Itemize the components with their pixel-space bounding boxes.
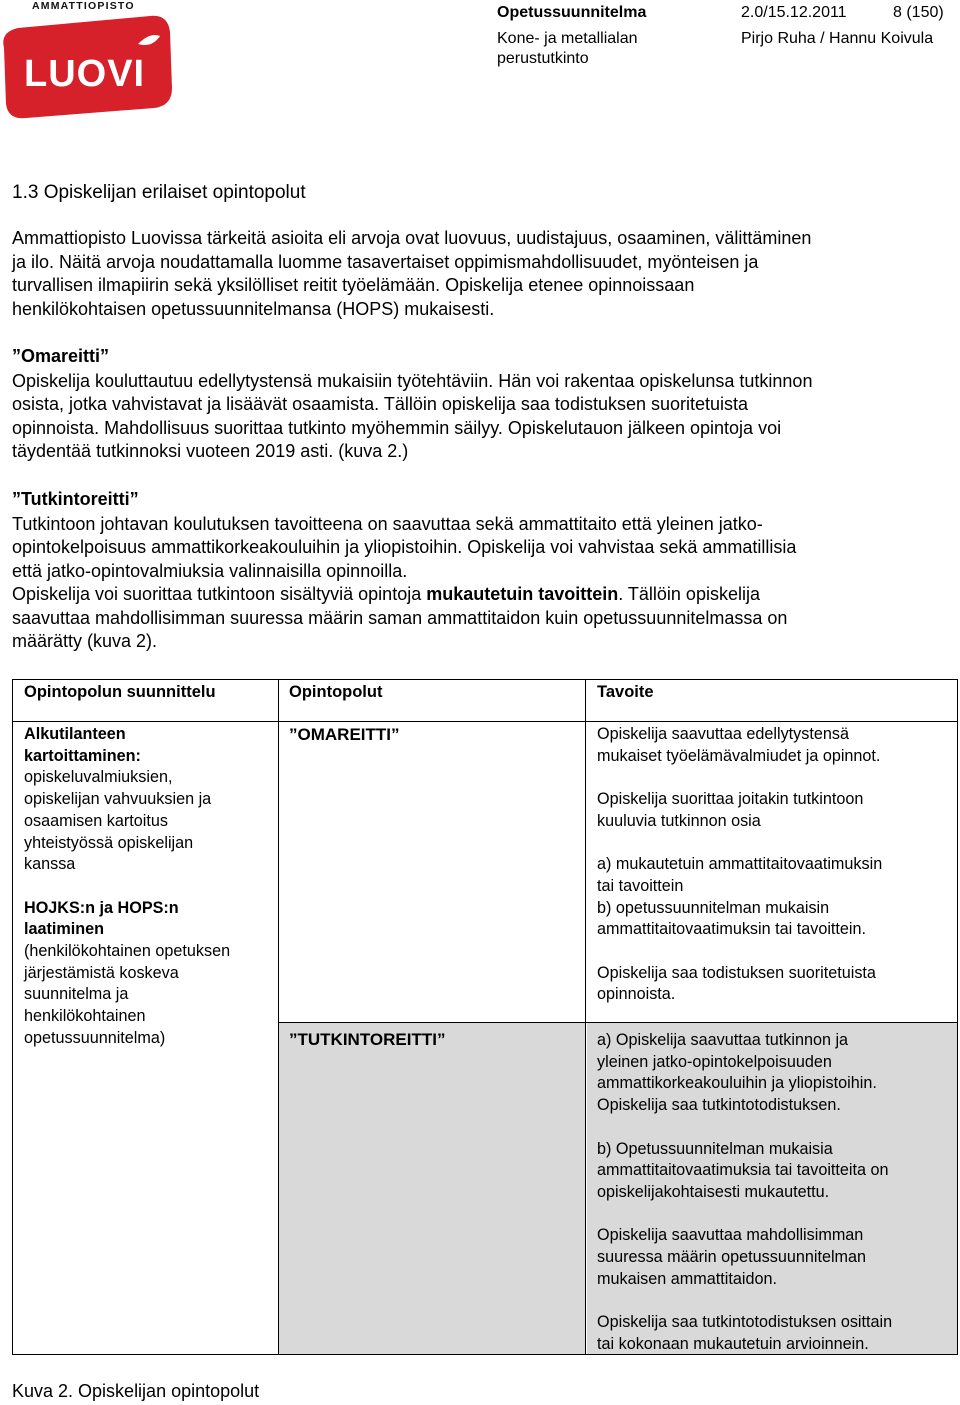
tutkintoreitti-heading: ”Tutkintoreitti” (12, 489, 139, 509)
goal-line: yleinen jatko-opintokelpoisuuden (597, 1052, 832, 1071)
tutkintoreitti-line: että jatko-opintovalmiuksia valinnaisilla opinnoilla. (12, 560, 408, 581)
omareitti-section (12, 345, 812, 464)
intro-line: henkilökohtaisen opetussuunnitelmansa (HOPS) mukaisesti. (12, 298, 495, 319)
intro-line: ja ilo. Näitä arvoja noudattamalla luomme tasavertaiset oppimismahdollisuudet, myönteisen ja (12, 251, 759, 272)
planning-bold: laatiminen (24, 920, 105, 939)
goal-line: Opiskelija saa tutkintotodistuksen. (597, 1096, 841, 1115)
opintopolut-table (12, 679, 958, 1355)
omareitti-line: osista, jotka vahvistavat ja lisäävät osaamista. Tällöin opiskelija saa todistuksen suoritetuista (12, 394, 749, 414)
intro-paragraph (12, 227, 811, 321)
luovi-logo-icon (0, 14, 172, 120)
doc-version: 2.0/15.12.2011 (741, 4, 847, 21)
col-divider-1 (278, 680, 279, 1354)
planning-bold: HOJKS:n ja HOPS:n (24, 898, 179, 917)
tutkintoreitti-shade-mid (278, 1022, 585, 1354)
tutkintoreitti-line: saavuttaa mahdollisimman suuressa määrin saman ammattitaidon kuin opetussuunnitelmassa on (12, 607, 788, 628)
intro-line: turvallisen ilmapiirin sekä yksilölliset reitit työelämään. Opiskelija etenee opinnoissaan (12, 275, 695, 295)
goal-line: ammattitaitovaatimuksin tai tavoittein. (597, 920, 867, 939)
figure-caption: Kuva 2. Opiskelijan opintopolut (12, 1381, 260, 1401)
omareitti-heading: ”Omareitti” (12, 346, 110, 366)
goal-line: tai kokonaan mukautetuin arvioinnein. (597, 1334, 869, 1353)
doc-authors: Pirjo Ruha / Hannu Koivula (741, 30, 934, 47)
doc-subtitle-2: perustutkinto (497, 50, 589, 67)
goal-line: suuressa määrin opetussuunnitelman (597, 1248, 867, 1266)
goal-line: opinnoista. (597, 985, 676, 1004)
planning-bold: Alkutilanteen (24, 725, 126, 743)
tutkintoreitti-section (12, 488, 796, 654)
row-divider (278, 1022, 957, 1023)
tutkintoreitti-path-label: ”TUTKINTOREITTI” (289, 1030, 446, 1049)
col-header-goal: Tavoite (597, 683, 654, 701)
planning-text: suunnitelma ja (24, 985, 129, 1004)
doc-title: Opetussuunnitelma (497, 4, 647, 21)
goal-line: Opiskelija saa todistuksen suoritetuista (597, 963, 876, 982)
planning-text: henkilökohtainen (24, 1007, 146, 1026)
line-suffix: . Tällöin opiskelija (618, 584, 760, 604)
line-prefix: Opiskelija voi suorittaa tutkintoon sisältyviä opintoja (12, 584, 427, 604)
luovi-logo (0, 14, 172, 120)
goal-line: Opiskelija saa tutkintotodistuksen osittain (597, 1313, 893, 1332)
line-bold: mukautetuin tavoittein (426, 584, 619, 604)
intro-line: Ammattiopisto Luovissa tärkeitä asioita eli arvoja ovat luovuus, uudistajuus, osaaminen, välittäminen (12, 228, 812, 248)
goal-line: Opiskelija suorittaa joitakin tutkintoon (597, 790, 864, 809)
omareitti-line: Opiskelija kouluttautuu edellytystensä mukaisiin työtehtäviin. Hän voi rakentaa opiskelunsa tutkinnon (12, 370, 813, 391)
goal-line: a) Opiskelija saavuttaa tutkinnon ja (597, 1031, 849, 1049)
planning-text: kanssa (24, 855, 76, 874)
omareitti-path-label: ”OMAREITTI” (289, 725, 400, 744)
header-divider (13, 721, 957, 722)
tutkintoreitti-line: määrätty (kuva 2). (12, 631, 158, 651)
planning-text: järjestämistä koskeva (24, 963, 179, 982)
planning-text: yhteistyössä opiskelijan (24, 833, 194, 852)
section-heading: 1.3 Opiskelijan erilaiset opintopolut (12, 182, 306, 203)
planning-text: opiskeluvalmiuksien, (24, 768, 173, 787)
goal-line: kuuluvia tutkinnon osia (597, 811, 761, 830)
goal-line: ammattikorkeakouluihin ja yliopistoihin. (597, 1074, 877, 1093)
doc-subtitle-1: Kone- ja metallialan (497, 30, 638, 47)
goal-line: b) opetussuunnitelman mukaisin (597, 898, 830, 917)
page-number: 8 (150) (893, 4, 944, 21)
goal-line: b) Opetussuunnitelman mukaisia (597, 1139, 833, 1158)
goal-line: opiskelijakohtaisesti mukautettu. (597, 1182, 830, 1201)
logo-text: LUOVI (24, 53, 146, 95)
col-header-planning: Opintopolun suunnittelu (24, 683, 216, 701)
omareitti-line: täydentää tutkinnoksi vuoteen 2019 asti. (kuva 2.) (12, 441, 409, 461)
omareitti-line: opinnoista. Mahdollisuus suorittaa tutkinto myöhemmin säilyy. Opiskelutauon jälkeen opintoja voi (12, 417, 782, 438)
planning-bold: kartoittaminen: (24, 746, 141, 765)
goal-line: tai tavoittein (597, 876, 684, 895)
goal-line: mukaiset työelämävalmiudet ja opinnot. (597, 746, 881, 765)
tutkintoreitti-line: Tutkintoon johtavan koulutuksen tavoitteena on saavuttaa sekä ammattitaito että yleinen jatko- (12, 513, 763, 534)
col-divider-2 (585, 680, 586, 1354)
goal-line: a) mukautetuin ammattitaitovaatimuksin (597, 855, 883, 874)
planning-text: opiskelijan vahvuuksien ja (24, 790, 212, 809)
planning-text: opetussuunnitelma) (24, 1028, 166, 1047)
tutkintoreitti-line (12, 583, 796, 607)
goal-line: Opiskelija saavuttaa edellytystensä (597, 725, 849, 743)
col-header-paths: Opintopolut (289, 683, 383, 701)
planning-text: osaamisen kartoitus (24, 811, 168, 830)
logo-org-label: AMMATTIOPISTO (32, 0, 135, 12)
tutkintoreitti-line: opintokelpoisuus ammattikorkeakouluihin ja yliopistoihin. Opiskelija voi vahvistaa sekä ammatillisia (12, 537, 797, 557)
planning-cell (24, 724, 230, 1050)
goal-line: ammattitaitovaatimuksia tai tavoitteita on (597, 1161, 889, 1180)
tutkintoreitti-goals (597, 1030, 892, 1356)
goal-line: Opiskelija saavuttaa mahdollisimman (597, 1226, 864, 1245)
goal-line: mukaisen ammattitaidon. (597, 1269, 777, 1288)
omareitti-goals (597, 724, 882, 1006)
planning-text: (henkilökohtainen opetuksen (24, 942, 231, 961)
